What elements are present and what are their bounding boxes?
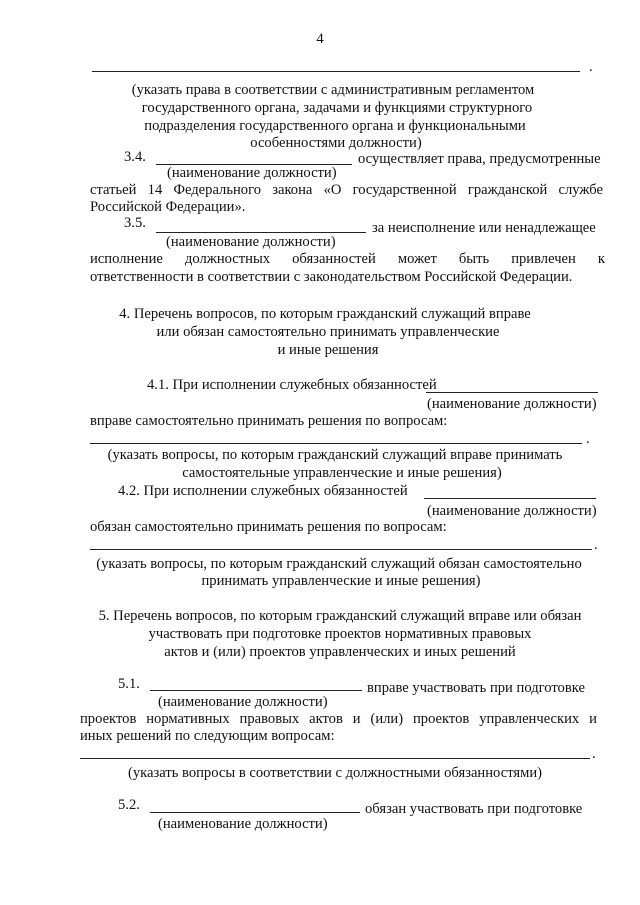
word: управленческих (479, 711, 580, 727)
rights-hint-line-4: особенностями должности) (250, 135, 422, 151)
page-number: 4 (316, 31, 324, 47)
word: Федерального (173, 182, 262, 198)
word: быть (458, 251, 490, 267)
word: государственной (352, 182, 457, 198)
section-4-heading-line-3: и иные решения (277, 342, 379, 358)
item-5-2-position-hint: (наименование должности) (158, 816, 328, 832)
fill-in-line (90, 443, 582, 444)
item-5-1-number: 5.1. (118, 676, 140, 692)
word: может (397, 251, 437, 267)
section-5-heading-line-3: актов и (или) проектов управленческих и иных решений (164, 644, 516, 660)
item-5-1-position-hint: (наименование должности) (158, 694, 328, 710)
item-5-2-text: обязан участвовать при подготовке (365, 801, 583, 817)
item-4-1-lead: 4.1. При исполнении служебных обязанностей (147, 377, 437, 393)
fill-in-line (80, 758, 590, 759)
word: правовых (239, 711, 300, 727)
word: нормативных (146, 711, 230, 727)
item-3-4-line-3: Российской Федерации». (90, 199, 246, 215)
word: привлечен (511, 251, 576, 267)
word: статьей (90, 182, 137, 198)
word: и (589, 711, 597, 727)
item-4-2-text: обязан самостоятельно принимать решения по вопросам: (90, 519, 447, 535)
rights-hint-line-2: государственного органа, задачами и функциями структурного (141, 100, 533, 116)
word: «О (323, 182, 342, 198)
line-end-dot: . (589, 59, 593, 75)
position-fill-line (150, 812, 360, 813)
section-5-heading-line-2: участвовать при подготовке проектов нормативных правовых (148, 626, 532, 642)
item-4-1-position-hint: (наименование должности) (427, 396, 597, 412)
item-3-5-text: за неисполнение или ненадлежащее (372, 220, 596, 236)
item-3-4-text: осуществляет права, предусмотренные (358, 151, 601, 167)
rights-hint-line-3: подразделения государственного органа и функциональными (144, 118, 526, 134)
word: 14 (147, 182, 163, 198)
position-fill-line (426, 392, 598, 393)
item-4-2-lead: 4.2. При исполнении служебных обязанностей (118, 483, 408, 499)
item-3-4-line-2 (90, 181, 603, 199)
item-3-4-position-hint: (наименование должности) (167, 165, 337, 181)
item-4-1-hint-line-2: самостоятельные управленческие и иные решения) (182, 465, 502, 481)
section-4-heading-line-1: 4. Перечень вопросов, по которым гражданский служащий вправе (119, 306, 531, 322)
item-4-1-text: вправе самостоятельно принимать решения по вопросам: (90, 413, 448, 429)
word: исполнение (90, 251, 163, 267)
item-5-1-line-3: иных решений по следующим вопросам: (80, 728, 335, 744)
item-4-2-hint-line-2: принимать управленческие и иные решения) (201, 573, 481, 589)
rights-hint-line-1: (указать права в соответствии с административным регламентом (131, 82, 535, 98)
word: обязанностей (292, 251, 376, 267)
word: (или) (370, 711, 404, 727)
item-3-4-number: 3.4. (124, 149, 146, 165)
item-4-2-position-hint: (наименование должности) (427, 503, 597, 519)
word: и (352, 711, 361, 727)
position-fill-line (150, 690, 362, 691)
word: гражданской (467, 182, 548, 198)
item-3-5-number: 3.5. (124, 215, 146, 231)
item-3-5-position-hint: (наименование должности) (166, 234, 336, 250)
word: проектов (80, 711, 137, 727)
item-4-1-hint-line-1: (указать вопросы, по которым гражданский служащий вправе принимать (107, 447, 563, 463)
word: к (597, 251, 605, 267)
section-4-heading-line-2: или обязан самостоятельно принимать управленческие (156, 324, 500, 340)
item-5-1-hint: (указать вопросы в соответствии с должностными обязанностями) (127, 765, 542, 781)
word: проектов (412, 711, 470, 727)
word: службе (558, 182, 603, 198)
item-3-5-line-2 (90, 250, 605, 268)
word: закона (272, 182, 313, 198)
item-5-2-number: 5.2. (118, 797, 140, 813)
fill-in-line (90, 549, 592, 550)
fill-in-line (92, 71, 580, 72)
line-end-dot: . (586, 431, 590, 447)
line-end-dot: . (592, 746, 596, 762)
word: должностных (184, 251, 271, 267)
section-5-heading-line-1: 5. Перечень вопросов, по которым гражданский служащий вправе или обязан (98, 608, 582, 624)
word: актов (309, 711, 343, 727)
item-5-1-line-2 (80, 710, 597, 728)
item-3-5-line-3: ответственности в соответствии с законодательством Российской Федерации. (90, 269, 573, 285)
line-end-dot: . (594, 537, 598, 553)
item-4-2-hint-line-1: (указать вопросы, по которым гражданский служащий обязан самостоятельно (96, 556, 582, 572)
item-5-1-text: вправе участвовать при подготовке (367, 680, 585, 696)
position-fill-line (424, 498, 596, 499)
